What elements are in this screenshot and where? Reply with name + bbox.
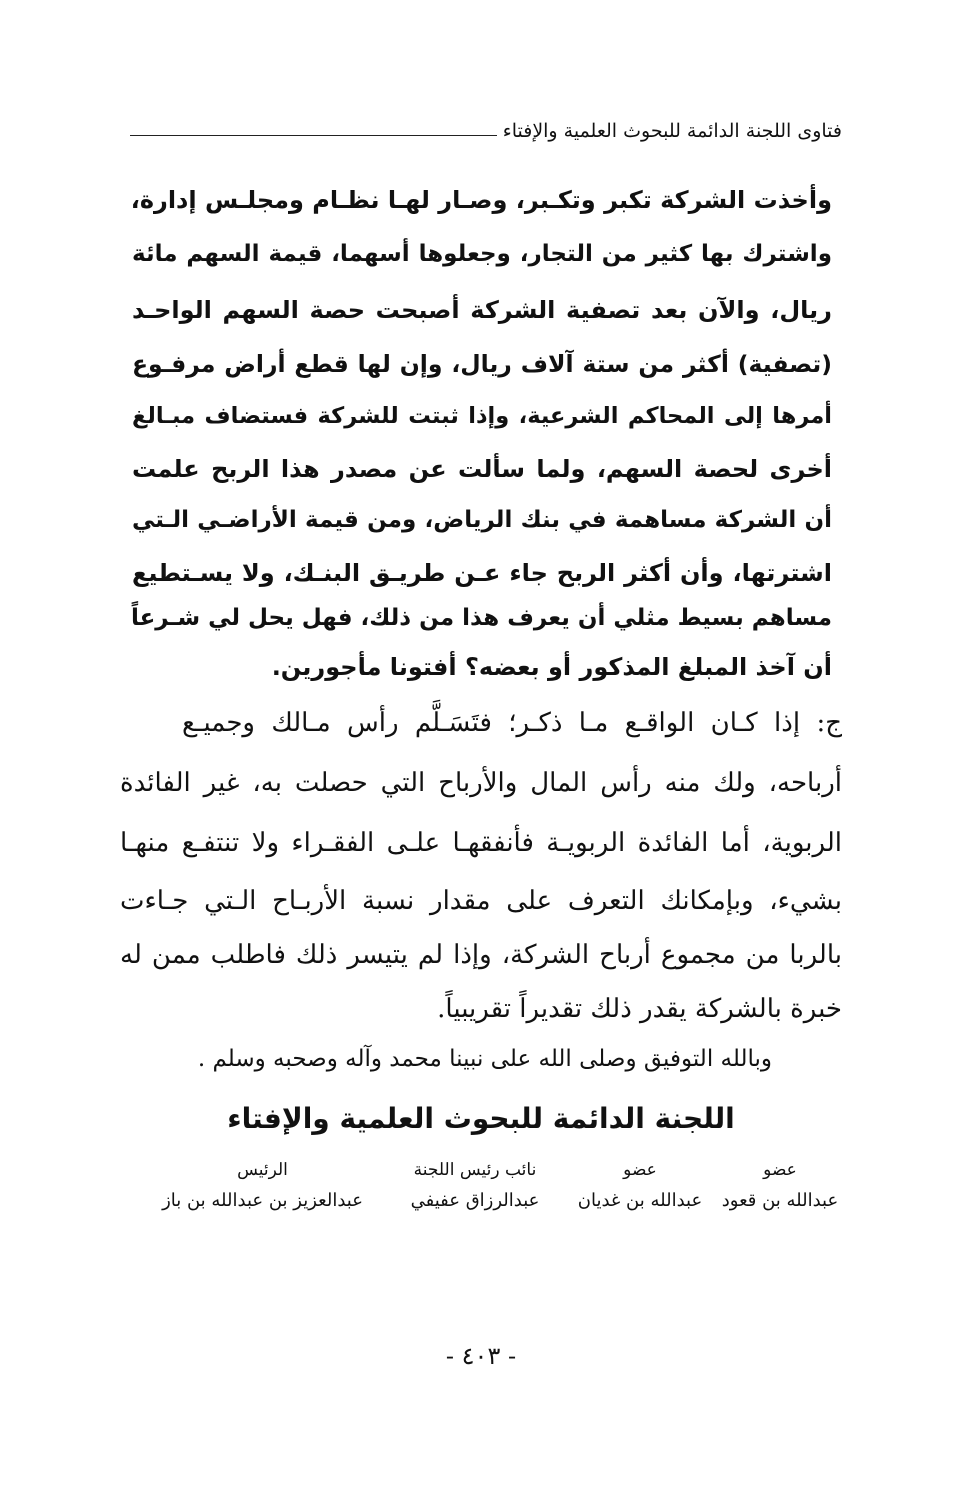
question-line: (تصفية) أكثر من ستة آلاف ريال، وإن لها قطع أراض مرفـوع xyxy=(132,350,832,378)
header-rule xyxy=(130,135,497,136)
question-line: وأخذت الشركة تكبر وتكـبر، وصـار لهـا نظـام ومجلـس إدارة، xyxy=(130,186,832,214)
answer-line: بشيء، وبإمكانك التعرف على مقدار نسبة الأربـاح الـتي جـاءت xyxy=(120,886,842,916)
signatory-role: عضو xyxy=(623,1160,657,1180)
question-line: أمرها إلى المحاكم الشرعية، وإذا ثبتت للشركة فستضاف مبـالغ xyxy=(132,403,832,429)
signatory xyxy=(150,1160,375,1211)
signatory-role: نائب رئيس اللجنة xyxy=(413,1160,537,1180)
answer-line: خبرة بالشركة يقدر ذلك تقديراً تقريبياً. xyxy=(437,994,842,1024)
signatory-name: عبدالعزيز بن عبدالله بن باز xyxy=(162,1190,363,1211)
question-line: واشترك بها كثير من التجار، وجعلوها أسهما، قيمة السهم مائة xyxy=(132,241,832,267)
question-line: أن آخذ المبلغ المذكور أو بعضه؟ أفتونا مأجورين. xyxy=(271,653,832,681)
answer-line: بالربا من مجموع أرباح الشركة، وإذا لم يتيسر ذلك فاطلب ممن له xyxy=(120,940,842,970)
signatory-name: عبدالرزاق عفيفي xyxy=(410,1190,540,1211)
signatory xyxy=(565,1160,715,1211)
page-number: - ٤٠٣ - xyxy=(445,1342,517,1370)
signatory-role: الرئيس xyxy=(237,1160,288,1180)
answer-line: أرباحه، ولك منه رأس المال والأرباح التي حصلت به، غير الفائدة xyxy=(120,768,842,798)
answer-line: الربوية، أما الفائدة الربويـة فأنفقهـا علـى الفقـراء ولا تنتفـع منهـا xyxy=(120,828,842,858)
signatory-name: عبدالله بن غديان xyxy=(577,1190,703,1211)
question-line: ريال، والآن بعد تصفية الشركة أصبحت حصة السهم الواحـد xyxy=(132,296,832,324)
committee-title: اللجنة الدائمة للبحوث العلمية والإفتاء xyxy=(227,1102,735,1135)
signatory xyxy=(710,1160,850,1211)
signatory-name: عبدالله بن قعود xyxy=(721,1190,839,1211)
question-line: أن الشركة مساهمة في بنك الرياض، ومن قيمة الأراضـي الـتي xyxy=(132,507,832,533)
signatory xyxy=(385,1160,565,1211)
header-title: فتاوى اللجنة الدائمة للبحوث العلمية والإفتاء xyxy=(502,120,842,142)
closing-prayer: وبالله التوفيق وصلى الله على نبينا محمد وآله وصحبه وسلم . xyxy=(197,1046,772,1072)
question-line: أخرى لحصة السهم، ولما سألت عن مصدر هذا الربح علمت xyxy=(132,455,832,483)
question-line: مساهم بسيط مثلي أن يعرف هذا من ذلك، فهل يحل لي شـرعاً xyxy=(130,605,832,631)
answer-line: ج: إذا كـان الواقـع مـا ذكـر؛ فتَسَـلَّم رأس مـالك وجميـع xyxy=(182,708,842,738)
running-header xyxy=(130,116,842,146)
question-line: اشترتها، وأن أكثر الربح جاء عـن طريـق البنـك، ولا يسـتطيع xyxy=(132,559,832,587)
signatory-role: عضو xyxy=(763,1160,797,1180)
